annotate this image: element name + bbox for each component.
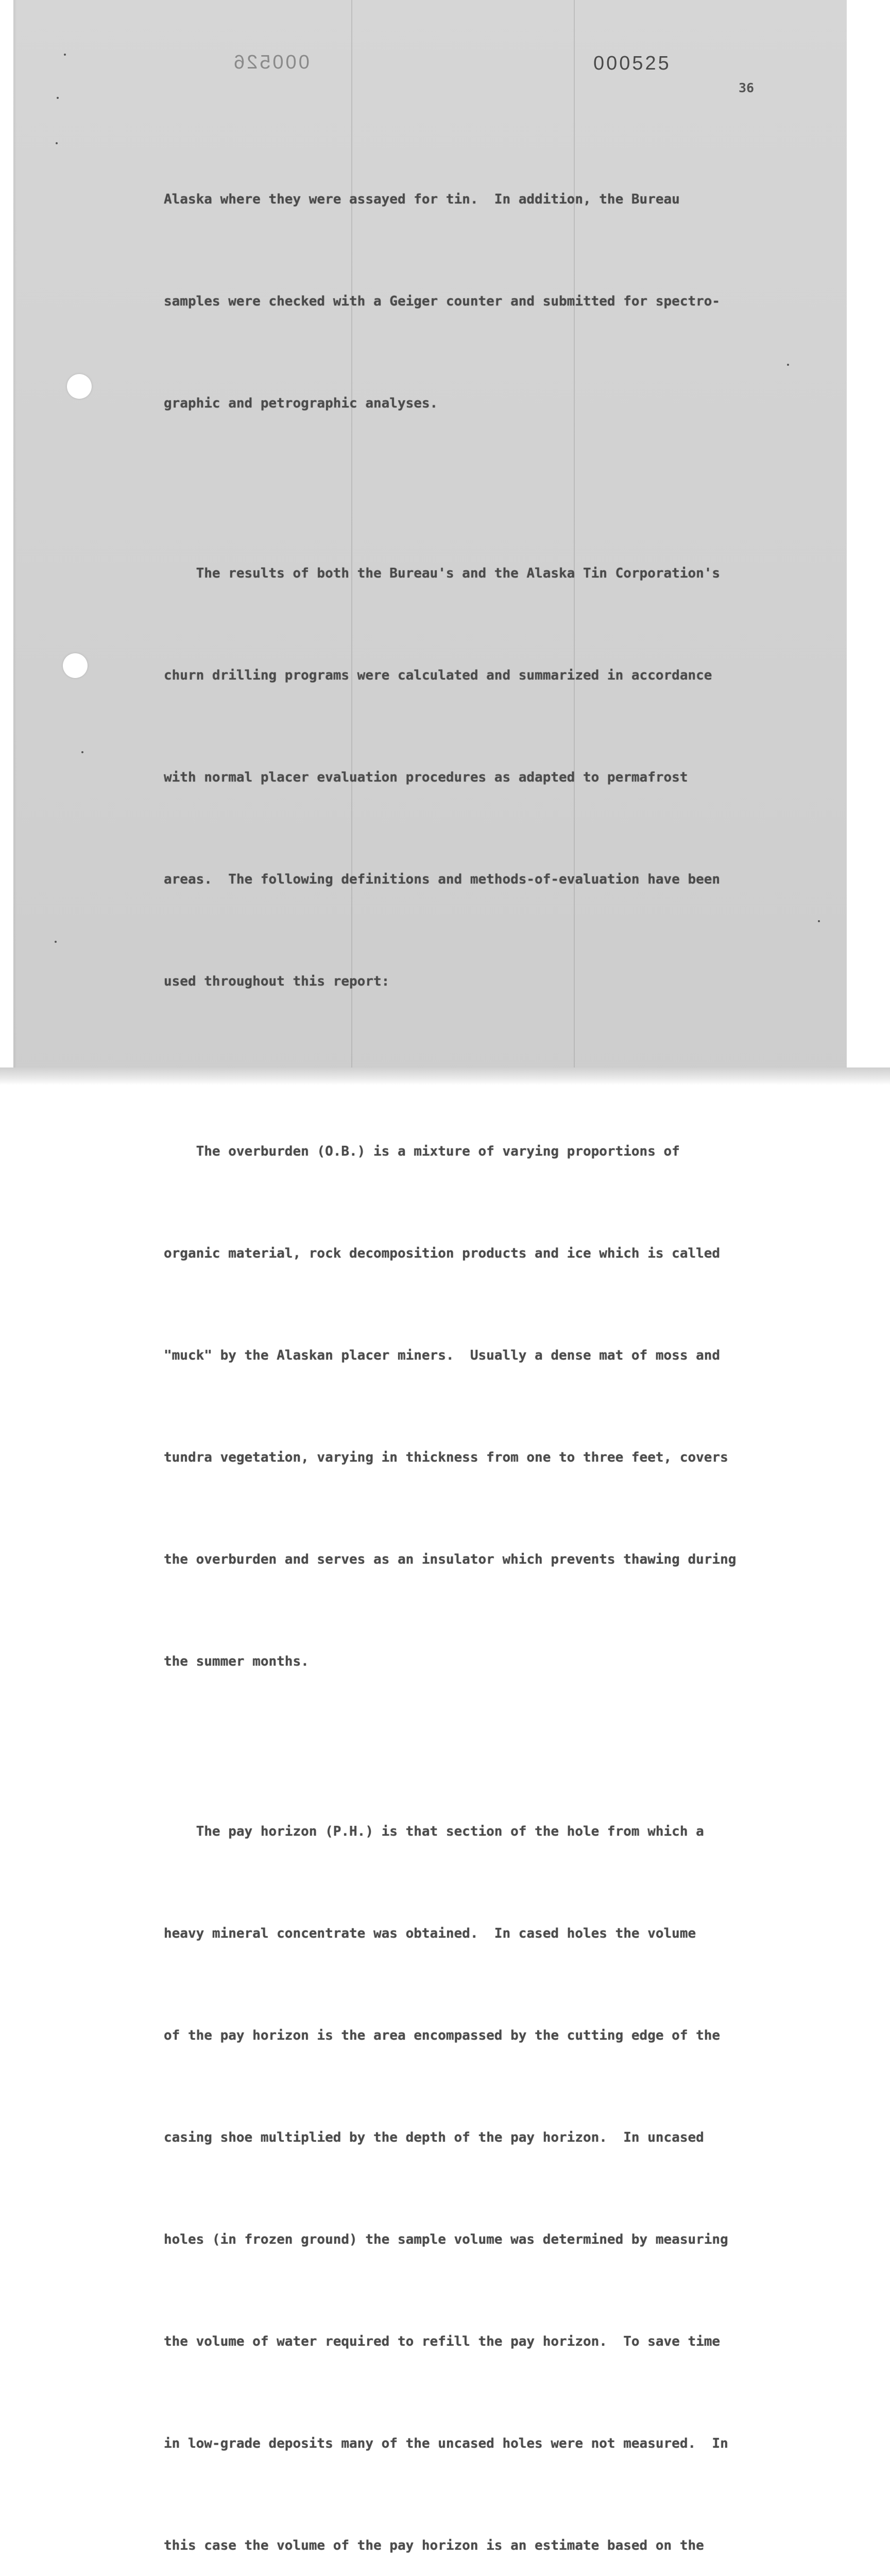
scan-bottom-edge [0,1067,890,1085]
text-line: of the pay horizon is the area encompassed by the cutting edge of the [164,2028,721,2043]
scan-speck [818,920,820,922]
text-line: The results of both the Bureau's and the Alaska Tin Corporation's [164,566,721,581]
text-line: the volume of water required to refill the pay horizon. To save time [164,2334,721,2349]
paragraph [164,1066,782,1747]
text-line: with normal placer evaluation procedures as adapted to permafrost [164,770,688,785]
punch-hole [63,653,88,678]
mirrored-bleed-through-stamp: 000526 [232,52,310,73]
paragraph [164,114,782,488]
text-line: used throughout this report: [164,974,390,989]
text-line: in low-grade deposits many of the uncased holes were not measured. In [164,2436,728,2451]
scan-speck [64,54,66,56]
paragraph [164,1747,782,2576]
scan-speck [57,97,59,99]
text-line: churn drilling programs were calculated and summarized in accordance [164,668,712,683]
text-line: areas. The following definitions and methods-of-evaluation have been [164,872,721,887]
text-line: "muck" by the Alaskan placer miners. Usually a dense mat of moss and [164,1348,721,1363]
text-line: heavy mineral concentrate was obtained. In cased holes the volume [164,1926,696,1941]
page-number: 36 [739,80,755,95]
text-line: the summer months. [164,1654,309,1669]
text-line: The pay horizon (P.H.) is that section of the hole from which a [164,1824,704,1839]
punch-hole [67,374,92,399]
text-line: organic material, rock decomposition products and ice which is called [164,1246,721,1261]
text-line: The overburden (O.B.) is a mixture of varying proportions of [164,1144,680,1159]
body-text [164,114,782,2576]
scan-speck [55,941,57,943]
text-line: the overburden and serves as an insulator which prevents thawing during [164,1552,737,1567]
scan-speck [56,142,58,144]
document-stamp-number: 000525 [593,53,671,74]
text-line: samples were checked with a Geiger counter and submitted for spectro- [164,294,721,309]
text-line: casing shoe multiplied by the depth of the pay horizon. In uncased [164,2130,704,2145]
text-line: tundra vegetation, varying in thickness from one to three feet, covers [164,1450,728,1465]
text-line: graphic and petrographic analyses. [164,396,438,411]
scan-speck [81,751,83,753]
scan-speck [787,364,789,366]
text-line: holes (in frozen ground) the sample volume was determined by measuring [164,2232,728,2247]
text-line: this case the volume of the pay horizon is an estimate based on the [164,2538,704,2553]
paragraph [164,488,782,1066]
text-line: Alaska where they were assayed for tin. In addition, the Bureau [164,192,680,207]
scanned-page [13,0,847,2553]
